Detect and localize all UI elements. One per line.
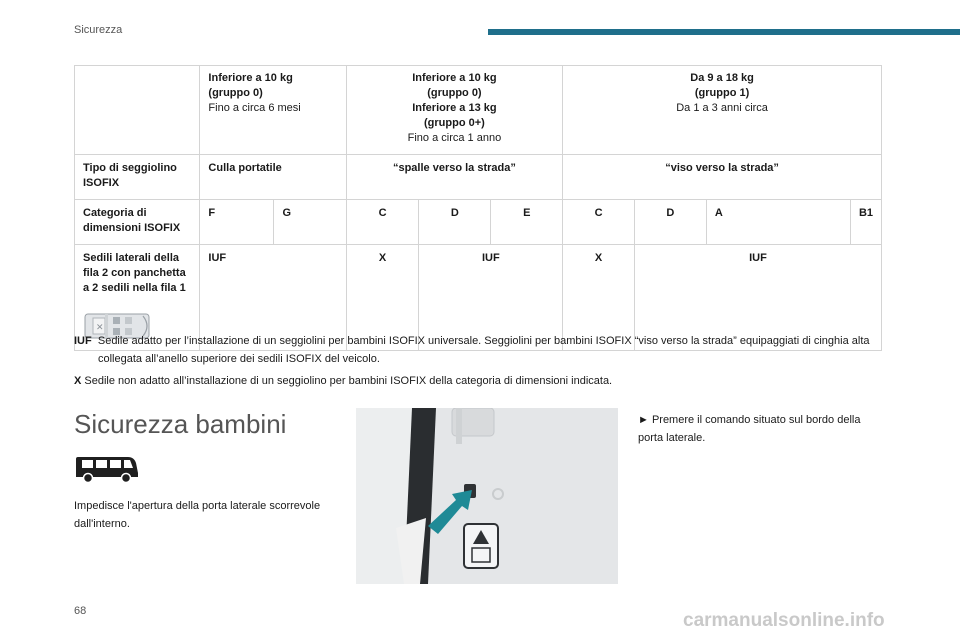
category-cell: B1 — [850, 200, 881, 245]
empty-corner-cell — [75, 66, 200, 155]
category-cell: D — [419, 200, 491, 245]
type-cell: “viso verso la strada” — [563, 155, 882, 200]
table-row — [75, 155, 882, 200]
watermark: carmanualsonline.info — [683, 610, 885, 631]
child-lock-photo — [356, 408, 618, 584]
isofix-table — [74, 65, 882, 351]
category-cell: A — [706, 200, 850, 245]
table-header-row — [75, 66, 882, 155]
group-cell-2: Da 9 a 18 kg (gruppo 1) Da 1 a 3 anni circa — [563, 66, 882, 155]
seat-value-cell: IUF — [419, 245, 563, 351]
row-label: Categoria di dimensioni ISOFIX — [75, 200, 200, 245]
legend-x: X Sedile non adatto all’installazione di un seggiolino per bambini ISOFIX della categoria di dimensioni indicata. — [74, 375, 613, 387]
instruction-text: ► Premere il comando situato sul bordo della porta laterale. — [638, 414, 861, 444]
legend-iuf: IUF Sedile adatto per l’installazione di un seggiolini per bambini ISOFIX universale. Seggiolini per bambini ISOFIX “viso verso la strada” equipaggiati di cinghia alta collegata all’anello superiore dei sedili ISOFIX del veicolo. — [74, 335, 870, 365]
van-icon — [74, 451, 140, 483]
group-cell-1: Inferiore a 10 kg (gruppo 0) Inferiore a 13 kg (gruppo 0+) Fino a circa 1 anno — [346, 66, 562, 155]
row-label: Sedili laterali della fila 2 con panchetta a 2 sedili nella fila 1 ✕ — [75, 245, 200, 351]
row-label: Tipo di seggiolino ISOFIX — [75, 155, 200, 200]
header-accent-bar — [488, 29, 960, 35]
category-cell: C — [346, 200, 419, 245]
seat-value-cell: X — [563, 245, 635, 351]
group-cell-0: Inferiore a 10 kg (gruppo 0) Fino a circa 6 mesi — [200, 66, 346, 155]
section-intro: Impedisce l'apertura della porta laterale scorrevole dall'interno. — [74, 500, 321, 530]
seat-value-cell: X — [346, 245, 419, 351]
category-cell: G — [274, 200, 346, 245]
category-cell: E — [491, 200, 563, 245]
type-cell: Culla portatile — [200, 155, 346, 200]
section-title: Sicurezza bambini — [74, 409, 287, 439]
category-cell: C — [563, 200, 635, 245]
table-row — [75, 200, 882, 245]
type-cell: “spalle verso la strada” — [346, 155, 562, 200]
page-number: 68 — [74, 605, 87, 617]
category-cell: D — [634, 200, 706, 245]
running-header: Sicurezza — [74, 24, 123, 36]
category-cell: F — [200, 200, 274, 245]
seat-value-cell: IUF — [634, 245, 881, 351]
svg-text:✕: ✕ — [96, 323, 104, 333]
seat-value-cell: IUF — [200, 245, 346, 351]
